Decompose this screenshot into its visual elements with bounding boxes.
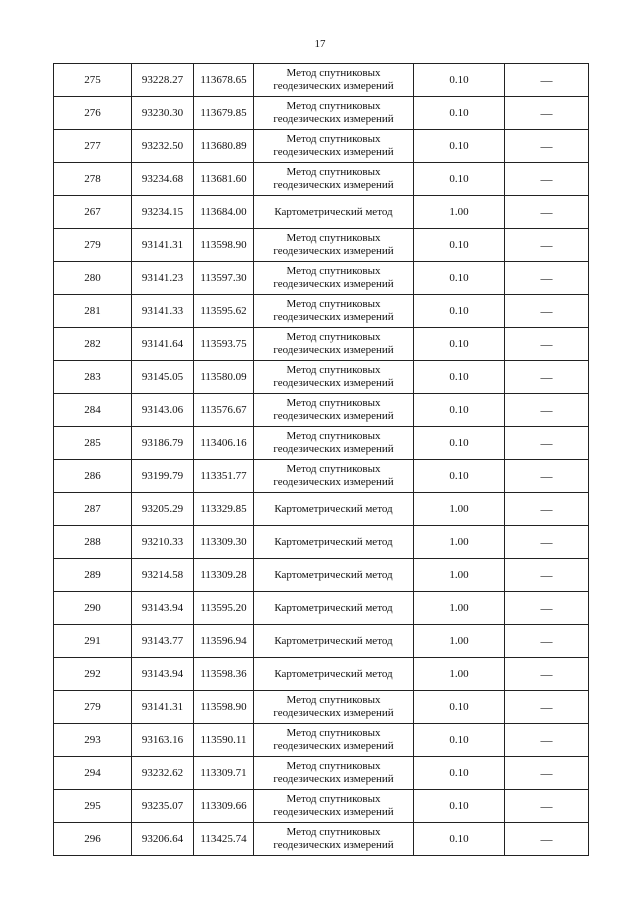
y-coordinate-cell: 113309.71 bbox=[194, 757, 254, 790]
y-coordinate-cell: 113598.90 bbox=[194, 229, 254, 262]
table-row bbox=[54, 790, 589, 823]
accuracy-cell: 0.10 bbox=[414, 262, 505, 295]
y-coordinate-cell: 113425.74 bbox=[194, 823, 254, 856]
y-coordinate-cell: 113684.00 bbox=[194, 196, 254, 229]
table-row bbox=[54, 64, 589, 97]
x-coordinate-cell: 93141.31 bbox=[132, 691, 194, 724]
table-row bbox=[54, 361, 589, 394]
accuracy-cell: 0.10 bbox=[414, 757, 505, 790]
y-coordinate-cell: 113351.77 bbox=[194, 460, 254, 493]
y-coordinate-cell: 113681.60 bbox=[194, 163, 254, 196]
y-coordinate-cell: 113576.67 bbox=[194, 394, 254, 427]
method-cell: Метод спутниковых геодезических измерений bbox=[254, 823, 414, 856]
y-coordinate-cell: 113590.11 bbox=[194, 724, 254, 757]
method-cell: Метод спутниковых геодезических измерений bbox=[254, 361, 414, 394]
x-coordinate-cell: 93143.06 bbox=[132, 394, 194, 427]
page-number: 17 bbox=[314, 38, 326, 50]
description-cell: — bbox=[505, 592, 589, 625]
description-cell: — bbox=[505, 361, 589, 394]
x-coordinate-cell: 93163.16 bbox=[132, 724, 194, 757]
method-cell: Метод спутниковых геодезических измерений bbox=[254, 691, 414, 724]
point-number-cell: 288 bbox=[54, 526, 132, 559]
point-number-cell: 279 bbox=[54, 691, 132, 724]
description-cell: — bbox=[505, 328, 589, 361]
point-number-cell: 283 bbox=[54, 361, 132, 394]
x-coordinate-cell: 93141.33 bbox=[132, 295, 194, 328]
point-number-cell: 285 bbox=[54, 427, 132, 460]
point-number-cell: 296 bbox=[54, 823, 132, 856]
description-cell: — bbox=[505, 526, 589, 559]
table-row bbox=[54, 328, 589, 361]
table-row bbox=[54, 493, 589, 526]
x-coordinate-cell: 93145.05 bbox=[132, 361, 194, 394]
table-row bbox=[54, 130, 589, 163]
accuracy-cell: 0.10 bbox=[414, 361, 505, 394]
point-number-cell: 278 bbox=[54, 163, 132, 196]
description-cell: — bbox=[505, 130, 589, 163]
description-cell: — bbox=[505, 196, 589, 229]
point-number-cell: 276 bbox=[54, 97, 132, 130]
description-cell: — bbox=[505, 394, 589, 427]
accuracy-cell: 0.10 bbox=[414, 790, 505, 823]
x-coordinate-cell: 93143.94 bbox=[132, 592, 194, 625]
accuracy-cell: 0.10 bbox=[414, 97, 505, 130]
method-cell: Метод спутниковых геодезических измерений bbox=[254, 97, 414, 130]
table-row bbox=[54, 97, 589, 130]
coordinates-table bbox=[53, 63, 589, 856]
point-number-cell: 286 bbox=[54, 460, 132, 493]
accuracy-cell: 0.10 bbox=[414, 130, 505, 163]
y-coordinate-cell: 113596.94 bbox=[194, 625, 254, 658]
x-coordinate-cell: 93235.07 bbox=[132, 790, 194, 823]
table-row bbox=[54, 625, 589, 658]
accuracy-cell: 0.10 bbox=[414, 394, 505, 427]
description-cell: — bbox=[505, 295, 589, 328]
y-coordinate-cell: 113598.90 bbox=[194, 691, 254, 724]
table-row bbox=[54, 823, 589, 856]
method-cell: Картометрический метод bbox=[254, 526, 414, 559]
description-cell: — bbox=[505, 64, 589, 97]
accuracy-cell: 1.00 bbox=[414, 559, 505, 592]
point-number-cell: 291 bbox=[54, 625, 132, 658]
method-cell: Метод спутниковых геодезических измерений bbox=[254, 64, 414, 97]
x-coordinate-cell: 93206.64 bbox=[132, 823, 194, 856]
method-cell: Метод спутниковых геодезических измерений bbox=[254, 790, 414, 823]
description-cell: — bbox=[505, 691, 589, 724]
y-coordinate-cell: 113406.16 bbox=[194, 427, 254, 460]
point-number-cell: 267 bbox=[54, 196, 132, 229]
table-row bbox=[54, 295, 589, 328]
description-cell: — bbox=[505, 757, 589, 790]
x-coordinate-cell: 93141.64 bbox=[132, 328, 194, 361]
accuracy-cell: 0.10 bbox=[414, 427, 505, 460]
point-number-cell: 284 bbox=[54, 394, 132, 427]
x-coordinate-cell: 93141.23 bbox=[132, 262, 194, 295]
description-cell: — bbox=[505, 97, 589, 130]
x-coordinate-cell: 93210.33 bbox=[132, 526, 194, 559]
method-cell: Метод спутниковых геодезических измерений bbox=[254, 427, 414, 460]
y-coordinate-cell: 113580.09 bbox=[194, 361, 254, 394]
point-number-cell: 289 bbox=[54, 559, 132, 592]
table-row bbox=[54, 460, 589, 493]
x-coordinate-cell: 93143.77 bbox=[132, 625, 194, 658]
accuracy-cell: 0.10 bbox=[414, 691, 505, 724]
accuracy-cell: 0.10 bbox=[414, 229, 505, 262]
description-cell: — bbox=[505, 427, 589, 460]
description-cell: — bbox=[505, 493, 589, 526]
method-cell: Метод спутниковых геодезических измерений bbox=[254, 757, 414, 790]
coordinates-table-body bbox=[54, 64, 589, 856]
table-row bbox=[54, 658, 589, 691]
y-coordinate-cell: 113679.85 bbox=[194, 97, 254, 130]
x-coordinate-cell: 93143.94 bbox=[132, 658, 194, 691]
y-coordinate-cell: 113309.30 bbox=[194, 526, 254, 559]
table-row bbox=[54, 691, 589, 724]
method-cell: Картометрический метод bbox=[254, 493, 414, 526]
method-cell: Картометрический метод bbox=[254, 592, 414, 625]
method-cell: Метод спутниковых геодезических измерений bbox=[254, 262, 414, 295]
accuracy-cell: 1.00 bbox=[414, 526, 505, 559]
table-row bbox=[54, 229, 589, 262]
accuracy-cell: 1.00 bbox=[414, 658, 505, 691]
point-number-cell: 293 bbox=[54, 724, 132, 757]
point-number-cell: 295 bbox=[54, 790, 132, 823]
y-coordinate-cell: 113329.85 bbox=[194, 493, 254, 526]
description-cell: — bbox=[505, 229, 589, 262]
accuracy-cell: 0.10 bbox=[414, 823, 505, 856]
description-cell: — bbox=[505, 559, 589, 592]
point-number-cell: 292 bbox=[54, 658, 132, 691]
x-coordinate-cell: 93214.58 bbox=[132, 559, 194, 592]
point-number-cell: 279 bbox=[54, 229, 132, 262]
accuracy-cell: 1.00 bbox=[414, 592, 505, 625]
description-cell: — bbox=[505, 163, 589, 196]
y-coordinate-cell: 113678.65 bbox=[194, 64, 254, 97]
method-cell: Метод спутниковых геодезических измерений bbox=[254, 460, 414, 493]
description-cell: — bbox=[505, 460, 589, 493]
point-number-cell: 277 bbox=[54, 130, 132, 163]
point-number-cell: 282 bbox=[54, 328, 132, 361]
point-number-cell: 281 bbox=[54, 295, 132, 328]
x-coordinate-cell: 93234.68 bbox=[132, 163, 194, 196]
table-row bbox=[54, 262, 589, 295]
method-cell: Метод спутниковых геодезических измерений bbox=[254, 295, 414, 328]
description-cell: — bbox=[505, 823, 589, 856]
method-cell: Метод спутниковых геодезических измерений bbox=[254, 328, 414, 361]
x-coordinate-cell: 93205.29 bbox=[132, 493, 194, 526]
y-coordinate-cell: 113309.28 bbox=[194, 559, 254, 592]
table-row bbox=[54, 559, 589, 592]
method-cell: Метод спутниковых геодезических измерений bbox=[254, 163, 414, 196]
description-cell: — bbox=[505, 625, 589, 658]
description-cell: — bbox=[505, 790, 589, 823]
point-number-cell: 275 bbox=[54, 64, 132, 97]
accuracy-cell: 1.00 bbox=[414, 625, 505, 658]
table-row bbox=[54, 724, 589, 757]
accuracy-cell: 0.10 bbox=[414, 724, 505, 757]
x-coordinate-cell: 93230.30 bbox=[132, 97, 194, 130]
method-cell: Метод спутниковых геодезических измерений bbox=[254, 229, 414, 262]
point-number-cell: 294 bbox=[54, 757, 132, 790]
accuracy-cell: 1.00 bbox=[414, 493, 505, 526]
x-coordinate-cell: 93199.79 bbox=[132, 460, 194, 493]
method-cell: Метод спутниковых геодезических измерений bbox=[254, 394, 414, 427]
accuracy-cell: 0.10 bbox=[414, 163, 505, 196]
table-row bbox=[54, 394, 589, 427]
point-number-cell: 287 bbox=[54, 493, 132, 526]
x-coordinate-cell: 93228.27 bbox=[132, 64, 194, 97]
accuracy-cell: 1.00 bbox=[414, 196, 505, 229]
table-row bbox=[54, 526, 589, 559]
y-coordinate-cell: 113593.75 bbox=[194, 328, 254, 361]
y-coordinate-cell: 113597.30 bbox=[194, 262, 254, 295]
accuracy-cell: 0.10 bbox=[414, 460, 505, 493]
x-coordinate-cell: 93186.79 bbox=[132, 427, 194, 460]
y-coordinate-cell: 113595.20 bbox=[194, 592, 254, 625]
description-cell: — bbox=[505, 724, 589, 757]
table-row bbox=[54, 163, 589, 196]
method-cell: Картометрический метод bbox=[254, 625, 414, 658]
description-cell: — bbox=[505, 262, 589, 295]
y-coordinate-cell: 113309.66 bbox=[194, 790, 254, 823]
method-cell: Картометрический метод bbox=[254, 559, 414, 592]
table-row bbox=[54, 427, 589, 460]
x-coordinate-cell: 93141.31 bbox=[132, 229, 194, 262]
table-row bbox=[54, 196, 589, 229]
method-cell: Картометрический метод bbox=[254, 196, 414, 229]
point-number-cell: 290 bbox=[54, 592, 132, 625]
accuracy-cell: 0.10 bbox=[414, 328, 505, 361]
y-coordinate-cell: 113595.62 bbox=[194, 295, 254, 328]
x-coordinate-cell: 93232.62 bbox=[132, 757, 194, 790]
x-coordinate-cell: 93232.50 bbox=[132, 130, 194, 163]
method-cell: Метод спутниковых геодезических измерений bbox=[254, 130, 414, 163]
y-coordinate-cell: 113598.36 bbox=[194, 658, 254, 691]
method-cell: Картометрический метод bbox=[254, 658, 414, 691]
y-coordinate-cell: 113680.89 bbox=[194, 130, 254, 163]
method-cell: Метод спутниковых геодезических измерений bbox=[254, 724, 414, 757]
table-row bbox=[54, 757, 589, 790]
accuracy-cell: 0.10 bbox=[414, 295, 505, 328]
accuracy-cell: 0.10 bbox=[414, 64, 505, 97]
x-coordinate-cell: 93234.15 bbox=[132, 196, 194, 229]
point-number-cell: 280 bbox=[54, 262, 132, 295]
description-cell: — bbox=[505, 658, 589, 691]
table-row bbox=[54, 592, 589, 625]
